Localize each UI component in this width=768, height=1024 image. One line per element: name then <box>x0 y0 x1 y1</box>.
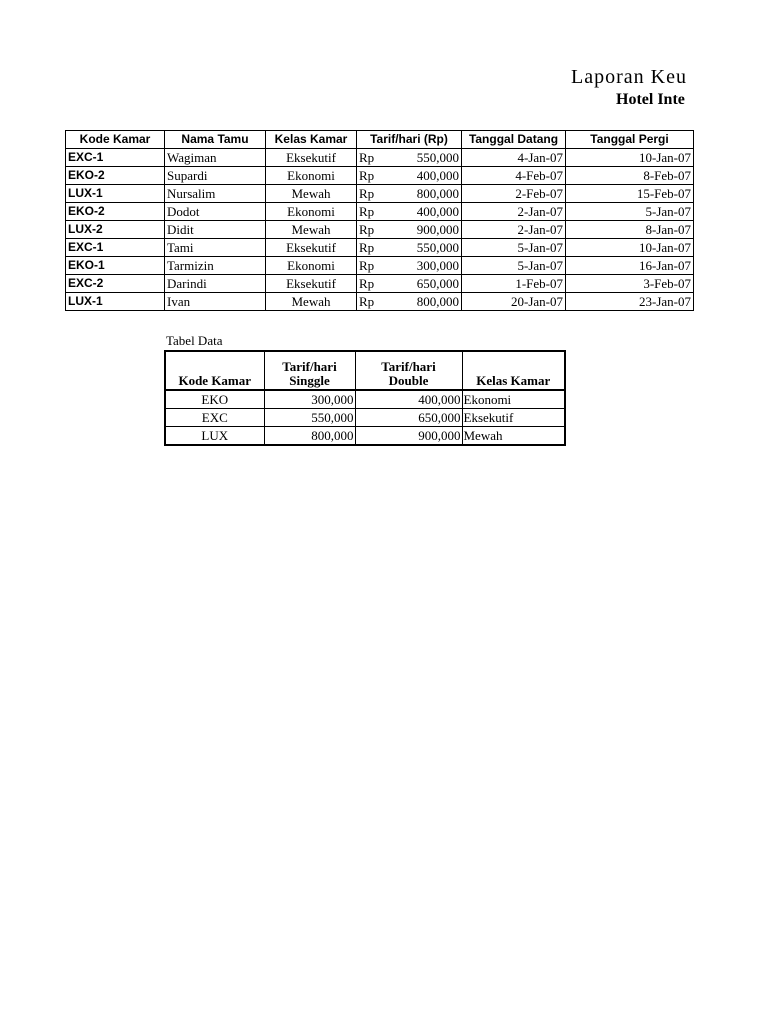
data-table-label: Tabel Data <box>166 333 223 348</box>
rate-amount: 550,000 <box>416 150 459 165</box>
currency-label: Rp <box>359 276 375 291</box>
room-code-cell: EKO-2 <box>66 167 165 185</box>
departure-date-cell: 8-Jan-07 <box>566 221 694 239</box>
room-code-cell: EKO-2 <box>66 203 165 221</box>
column-header: Nama Tamu <box>165 131 266 149</box>
arrival-date-cell: 2-Feb-07 <box>462 185 566 203</box>
arrival-date-cell: 20-Jan-07 <box>462 293 566 311</box>
currency-label: Rp <box>359 222 375 237</box>
table-row <box>165 427 565 446</box>
guest-name-cell: Tarmizin <box>165 257 266 275</box>
rate-cell <box>357 293 462 311</box>
arrival-date-cell: 4-Feb-07 <box>462 167 566 185</box>
rate-cell <box>357 149 462 167</box>
rate-amount: 400,000 <box>416 168 459 183</box>
departure-date-cell: 15-Feb-07 <box>566 185 694 203</box>
room-class-cell: Ekonomi <box>266 257 357 275</box>
rate-amount: 550,000 <box>416 240 459 255</box>
currency-label: Rp <box>359 240 375 255</box>
single-rate-cell: 800,000 <box>264 427 355 446</box>
table-row <box>66 149 694 167</box>
guest-name-cell: Wagiman <box>165 149 266 167</box>
currency-label: Rp <box>359 168 375 183</box>
currency-label: Rp <box>359 204 375 219</box>
header-line: Kelas Kamar <box>476 373 551 388</box>
arrival-date-cell: 2-Jan-07 <box>462 203 566 221</box>
rate-table <box>164 350 566 446</box>
rate-cell <box>357 239 462 257</box>
column-header: Tanggal Datang <box>462 131 566 149</box>
rate-amount: 400,000 <box>416 204 459 219</box>
room-class-cell: Ekonomi <box>266 203 357 221</box>
column-header <box>165 351 264 390</box>
departure-date-cell: 8-Feb-07 <box>566 167 694 185</box>
arrival-date-cell: 4-Jan-07 <box>462 149 566 167</box>
room-code-cell: LUX <box>165 427 264 446</box>
rate-amount: 800,000 <box>416 186 459 201</box>
rate-table-header <box>165 351 565 390</box>
rate-cell <box>357 203 462 221</box>
room-code-cell: LUX-1 <box>66 293 165 311</box>
rate-cell <box>357 185 462 203</box>
currency-label: Rp <box>359 150 375 165</box>
header-line: Tarif/hari <box>282 359 337 374</box>
double-rate-cell: 900,000 <box>355 427 462 446</box>
column-header <box>355 351 462 390</box>
room-code-cell: EKO <box>165 390 264 409</box>
arrival-date-cell: 5-Jan-07 <box>462 239 566 257</box>
room-class-cell: Eksekutif <box>462 409 565 427</box>
departure-date-cell: 10-Jan-07 <box>566 149 694 167</box>
column-header: Tanggal Pergi <box>566 131 694 149</box>
room-class-cell: Ekonomi <box>462 390 565 409</box>
room-code-cell: LUX-2 <box>66 221 165 239</box>
room-code-cell: EXC <box>165 409 264 427</box>
rate-amount: 300,000 <box>416 258 459 273</box>
arrival-date-cell: 1-Feb-07 <box>462 275 566 293</box>
room-class-cell: Eksekutif <box>266 275 357 293</box>
table-row <box>66 239 694 257</box>
rate-cell <box>357 275 462 293</box>
guest-table-header <box>66 131 694 149</box>
table-row <box>66 185 694 203</box>
departure-date-cell: 3-Feb-07 <box>566 275 694 293</box>
guest-name-cell: Nursalim <box>165 185 266 203</box>
table-row <box>66 167 694 185</box>
rate-amount: 650,000 <box>416 276 459 291</box>
header-line: Kode Kamar <box>178 373 252 388</box>
table-row <box>66 275 694 293</box>
table-row <box>66 293 694 311</box>
room-code-cell: EXC-1 <box>66 239 165 257</box>
guest-name-cell: Darindi <box>165 275 266 293</box>
departure-date-cell: 10-Jan-07 <box>566 239 694 257</box>
rate-cell <box>357 221 462 239</box>
rate-amount: 800,000 <box>416 294 459 309</box>
departure-date-cell: 5-Jan-07 <box>566 203 694 221</box>
report-subtitle: Hotel Inte <box>616 91 685 108</box>
header-line: Singgle <box>289 373 330 388</box>
departure-date-cell: 23-Jan-07 <box>566 293 694 311</box>
single-rate-cell: 550,000 <box>264 409 355 427</box>
room-code-cell: EKO-1 <box>66 257 165 275</box>
room-class-cell: Mewah <box>462 427 565 446</box>
arrival-date-cell: 5-Jan-07 <box>462 257 566 275</box>
column-header: Tarif/hari (Rp) <box>357 131 462 149</box>
guest-name-cell: Tami <box>165 239 266 257</box>
column-header <box>264 351 355 390</box>
room-code-cell: EXC-2 <box>66 275 165 293</box>
rate-cell <box>357 167 462 185</box>
column-header <box>462 351 565 390</box>
room-code-cell: LUX-1 <box>66 185 165 203</box>
guest-name-cell: Dodot <box>165 203 266 221</box>
room-class-cell: Mewah <box>266 293 357 311</box>
double-rate-cell: 400,000 <box>355 390 462 409</box>
rate-cell <box>357 257 462 275</box>
single-rate-cell: 300,000 <box>264 390 355 409</box>
table-row <box>66 221 694 239</box>
currency-label: Rp <box>359 258 375 273</box>
room-class-cell: Eksekutif <box>266 239 357 257</box>
header-line: Tarif/hari <box>381 359 436 374</box>
column-header: Kode Kamar <box>66 131 165 149</box>
rate-amount: 900,000 <box>416 222 459 237</box>
double-rate-cell: 650,000 <box>355 409 462 427</box>
report-title: Laporan Keu <box>571 66 687 88</box>
guest-name-cell: Didit <box>165 221 266 239</box>
arrival-date-cell: 2-Jan-07 <box>462 221 566 239</box>
room-class-cell: Eksekutif <box>266 149 357 167</box>
table-row <box>165 390 565 409</box>
table-row <box>66 203 694 221</box>
departure-date-cell: 16-Jan-07 <box>566 257 694 275</box>
column-header: Kelas Kamar <box>266 131 357 149</box>
guest-table <box>65 130 694 311</box>
table-row <box>165 409 565 427</box>
room-class-cell: Ekonomi <box>266 167 357 185</box>
header-line: Double <box>388 373 429 388</box>
room-class-cell: Mewah <box>266 221 357 239</box>
currency-label: Rp <box>359 186 375 201</box>
room-code-cell: EXC-1 <box>66 149 165 167</box>
guest-name-cell: Ivan <box>165 293 266 311</box>
room-class-cell: Mewah <box>266 185 357 203</box>
currency-label: Rp <box>359 294 375 309</box>
guest-name-cell: Supardi <box>165 167 266 185</box>
table-row <box>66 257 694 275</box>
